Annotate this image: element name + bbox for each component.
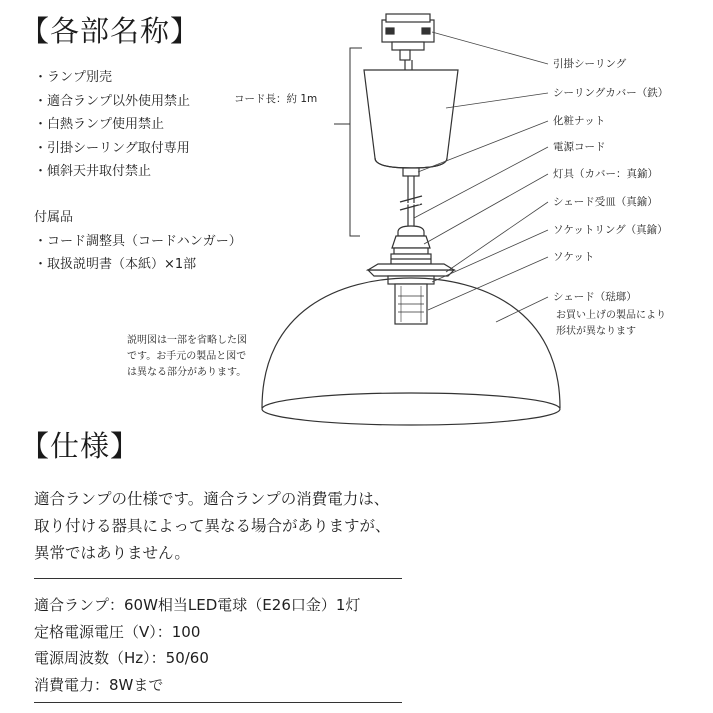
spec-item: 適合ランプ：60W相当LED電球（E26口金）1灯 (34, 596, 361, 614)
label-cosmetic-nut: 化粧ナット (553, 115, 606, 127)
intro-line: 取り付ける器具によって異なる場合がありますが、 (34, 517, 391, 535)
spec-section-title: 【仕様】 (20, 429, 141, 463)
cord-length-label: コード長：約 1m (234, 93, 318, 105)
intro-line: 適合ランプの仕様です。適合ランプの消費電力は、 (34, 490, 390, 508)
shade-holder-shape (368, 270, 454, 276)
fixture-body-shape (392, 236, 430, 248)
spec-item: 定格電源電圧（V）：100 (34, 622, 201, 641)
spec-intro (34, 486, 391, 567)
label-shade-holder: シェード受皿（真鍮） (553, 196, 658, 208)
parts-section-title: 【各部名称】 (20, 14, 201, 48)
illustration-note-line: です。お手元の製品と図で (127, 351, 247, 362)
spec-list (34, 592, 360, 698)
note-item: ・適合ランプ以外使用禁止 (34, 93, 191, 109)
spec-item: 電源周波数（Hz）：50/60 (34, 649, 209, 667)
label-hook-ceiling: 引掛シーリング (553, 58, 627, 70)
shade-note (556, 308, 666, 340)
cosmetic-nut-shape (403, 168, 419, 176)
note-item: ・ランプ別売 (34, 70, 113, 85)
label-fixture: 灯具（カバー：真鍮） (553, 168, 658, 180)
socket-ring-shape (388, 276, 434, 284)
illustration-note-line: は異なる部分があります。 (127, 367, 247, 378)
intro-line: 異常ではありません。 (34, 544, 190, 562)
label-ceiling-cover: シーリングカバー（鉄） (553, 87, 669, 99)
shade-rim-shape (262, 393, 560, 425)
shade-note-line: 形状が異なります (556, 326, 636, 337)
fixture-cap-shape (398, 226, 424, 236)
illustration-note-line: 説明図は一部を省略した図 (127, 335, 247, 346)
accessories-title: 付属品 (34, 210, 74, 225)
ceiling-cover-shape (364, 70, 458, 168)
illustration-note (127, 333, 247, 381)
shade-note-line: お買い上げの製品により (556, 310, 666, 321)
note-item: ・白熱ランプ使用禁止 (34, 117, 165, 132)
accessory-item: ・コード調整具（コードハンガー） (34, 233, 242, 249)
label-socket: ソケット (553, 251, 595, 263)
label-socket-ring: ソケットリング（真鍮） (553, 224, 668, 236)
spec-item: 消費電力：8Wまで (34, 675, 164, 694)
accessory-item: ・取扱説明書（本紙）×1部 (34, 257, 197, 272)
label-power-cord: 電源コード (553, 141, 606, 153)
cord-length-bracket (334, 48, 362, 236)
note-item: ・傾斜天井取付禁止 (34, 164, 152, 179)
label-shade: シェード（琺瑯） (553, 291, 637, 303)
note-item: ・引掛シーリング取付専用 (34, 140, 190, 156)
spec-divider-bottom (34, 702, 402, 703)
spec-divider-top (34, 578, 402, 579)
